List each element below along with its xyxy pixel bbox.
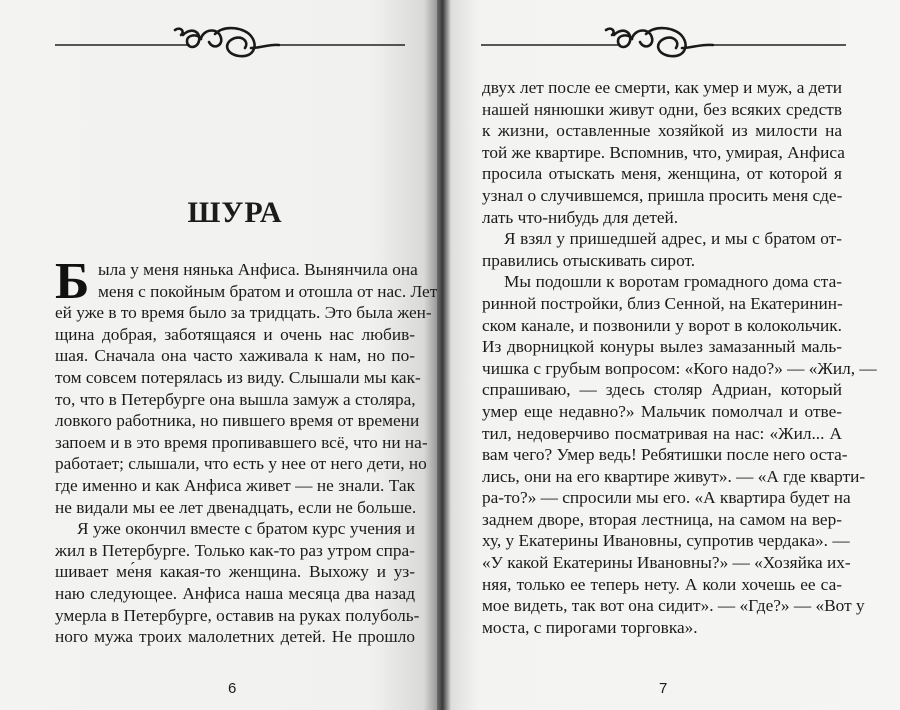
text-line: ском канале, и позвонили у ворот в колокольчик. bbox=[482, 315, 842, 335]
text-line: Я уже окончил вместе с братом курс учения и bbox=[77, 519, 415, 539]
text-line: ловкого работника, но пившего время от времени bbox=[55, 411, 420, 431]
text-line: запоем и в это время пропивавшего всё, что ни на- bbox=[55, 432, 428, 452]
text-line: ного мужа троих малолетних детей. Не прошло bbox=[55, 627, 415, 647]
text-line: умерла в Петербурге, оставив на руках полуболь- bbox=[55, 605, 420, 625]
page-number: 6 bbox=[228, 680, 237, 697]
text-line: ринной постройки, близ Сенной, на Екатеринин- bbox=[482, 293, 843, 313]
text-line: щина добрая, заботящаяся и очень нас любив- bbox=[55, 324, 415, 344]
book-gutter bbox=[437, 0, 451, 710]
text-line: Из дворницкой конуры вылез замазанный маль- bbox=[482, 337, 842, 357]
right-page bbox=[451, 0, 900, 710]
page-number: 7 bbox=[659, 680, 668, 697]
text-line: мое видеть, так вот она сидит». — «Где?» — «Вот у bbox=[482, 596, 865, 616]
text-line: лать что-нибудь для детей. bbox=[482, 207, 679, 227]
text-line: ра-то?» — спросили мы его. «А квартира будет на bbox=[482, 488, 851, 508]
text-line: той же квартире. Вспомнив, что, умирая, Анфиса bbox=[482, 142, 845, 162]
text-line: чишка с грубым вопросом: «Кого надо?» — «Жил, — bbox=[482, 358, 877, 378]
text-line: «У какой Екатерины Ивановны?» — «Хозяйка их- bbox=[482, 553, 851, 573]
text-line: работает; слышали, что есть у нее от него дети, но bbox=[55, 454, 427, 474]
text-line: к жизни, оставленные хозяйкой из милости на bbox=[482, 121, 842, 141]
text-line: тил, недоверчиво посматривая на нас: «Жил... А bbox=[482, 423, 842, 443]
text-line: вам чего? Умер ведь! Ребятишки после него оста- bbox=[482, 445, 848, 465]
text-line: наю следующее. Анфиса наша месяца два назад bbox=[55, 583, 415, 603]
text-line: правились отыскивать сирот. bbox=[482, 250, 696, 270]
ornament-divider-icon bbox=[481, 18, 846, 64]
text-line: где именно и как Анфиса живет — не знали. Так bbox=[55, 475, 415, 495]
text-line: умер еще недавно?» Мальчик помолчал и отве- bbox=[482, 401, 842, 421]
page-text-left bbox=[55, 253, 438, 648]
page-text-right bbox=[482, 77, 877, 638]
text-line: няя, только ее теперь нету. А коли хочешь ее са- bbox=[482, 574, 842, 594]
text-line: двух лет после ее смерти, как умер и муж, а дети bbox=[482, 78, 842, 97]
text-line: Мы подошли к воротам громадного дома ста- bbox=[504, 272, 842, 292]
text-line: ыла у меня нянька Анфиса. Вынянчила она bbox=[98, 260, 418, 279]
text-line: меня с покойным братом и отошла от нас. Лет bbox=[98, 281, 438, 301]
chapter-title: ШУРА bbox=[187, 196, 283, 229]
text-line: шая. Сначала она часто хаживала к нам, но по- bbox=[55, 346, 415, 366]
text-line: ху, у Екатерины Ивановны, супротив чердака». — bbox=[482, 531, 850, 551]
text-line: Я взял у пришедшей адрес, и мы с братом от- bbox=[504, 229, 842, 249]
text-line: спрашиваю, — здесь столяр Адриан, который bbox=[482, 380, 842, 400]
text-line: моста, с пирогами торговка». bbox=[482, 617, 698, 637]
text-line: лись, они на его квартире живут». — «А где кварти- bbox=[482, 466, 866, 486]
text-line: не видали мы ее лет двенадцать, если не больше. bbox=[55, 497, 417, 517]
text-line: ей уже в то время было за тридцать. Это была жен- bbox=[55, 303, 432, 323]
left-page bbox=[0, 0, 437, 710]
drop-cap: Б bbox=[55, 253, 90, 310]
text-line: то, что в Петербурге она вышла замуж а столяра, bbox=[55, 389, 416, 409]
text-line: том совсем потерялась из виду. Слышали мы как- bbox=[55, 367, 421, 387]
ornament-divider-icon bbox=[55, 18, 405, 64]
text-line: заднем дворе, вторая лестница, на самом на вер- bbox=[482, 509, 842, 529]
text-line: жил в Петербурге. Только как-то раз утром спра- bbox=[55, 540, 415, 560]
text-line: просила отыскать меня, женщина, от которой я bbox=[482, 164, 842, 184]
text-line: узнал о случившемся, пришла просить меня сде- bbox=[482, 185, 843, 205]
text-line: нашей нянюшки живут одни, без всяких средств bbox=[482, 99, 842, 119]
text-line: шивает ме́ня какая-то женщина. Выхожу и уз- bbox=[55, 562, 415, 582]
